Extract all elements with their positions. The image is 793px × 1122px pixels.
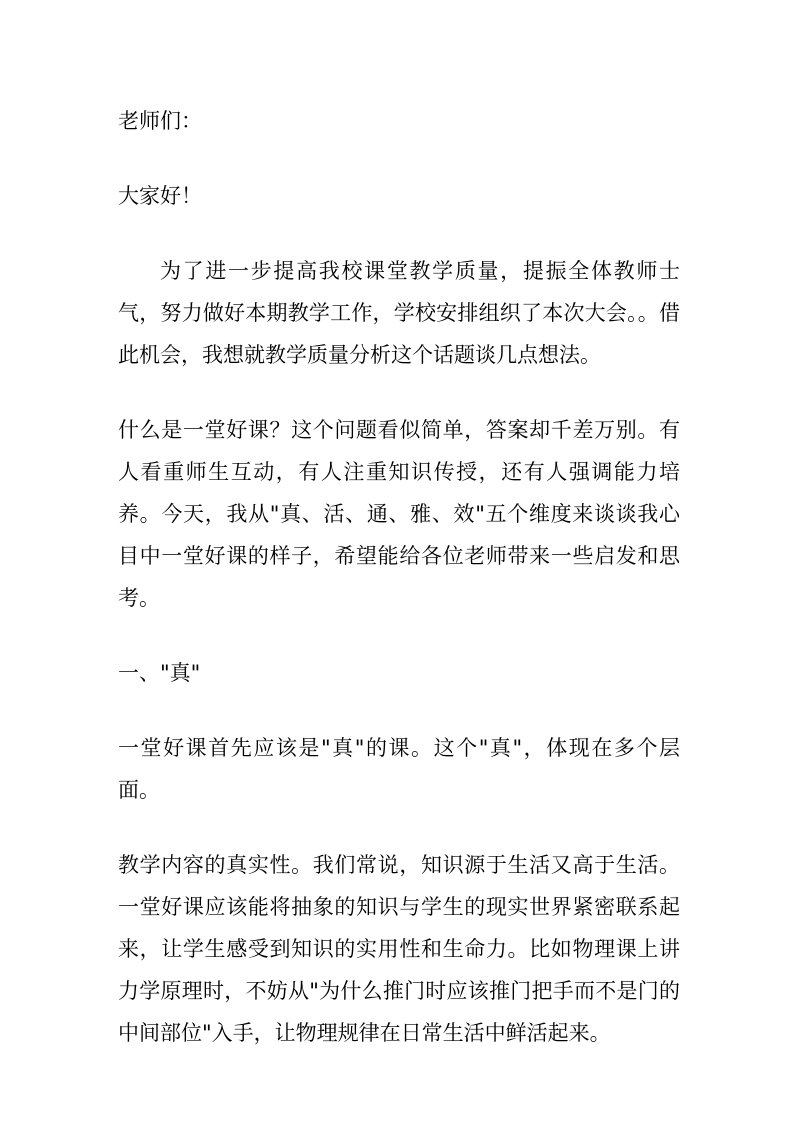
opening-paragraph: 为了进一步提高我校课堂教学质量，提振全体教师士气，努力做好本期教学工作，学校安排组织了本次大会。。借此机会，我想就教学质量分析这个话题谈几点想法。	[118, 259, 680, 367]
salutation: 老师们：	[118, 109, 202, 133]
document-body	[118, 100, 680, 1054]
greeting: 大家好！	[118, 184, 202, 208]
section-heading-one: 一、"真"	[118, 661, 201, 685]
section-intro-paragraph: 一堂好课首先应该是"真"的课。这个"真"，体现在多个层面。	[118, 736, 680, 802]
authenticity-paragraph: 教学内容的真实性。我们常说，知识源于生活又高于生活。一堂好课应该能将抽象的知识与学生的现实世界紧密联系起来，让学生感受到知识的实用性和生命力。比如物理课上讲力学原理时，不妨从"为什么推门时应该推门把手而不是门的中间部位"入手，让物理规律在日常生活中鲜活起来。	[118, 853, 680, 1045]
framing-paragraph: 什么是一堂好课？这个问题看似简单，答案却千差万别。有人看重师生互动，有人注重知识传授，还有人强调能力培养。今天，我从"真、活、通、雅、效"五个维度来谈谈我心目中一堂好课的样子，希望能给各位老师带来一些启发和思考。	[118, 418, 680, 610]
